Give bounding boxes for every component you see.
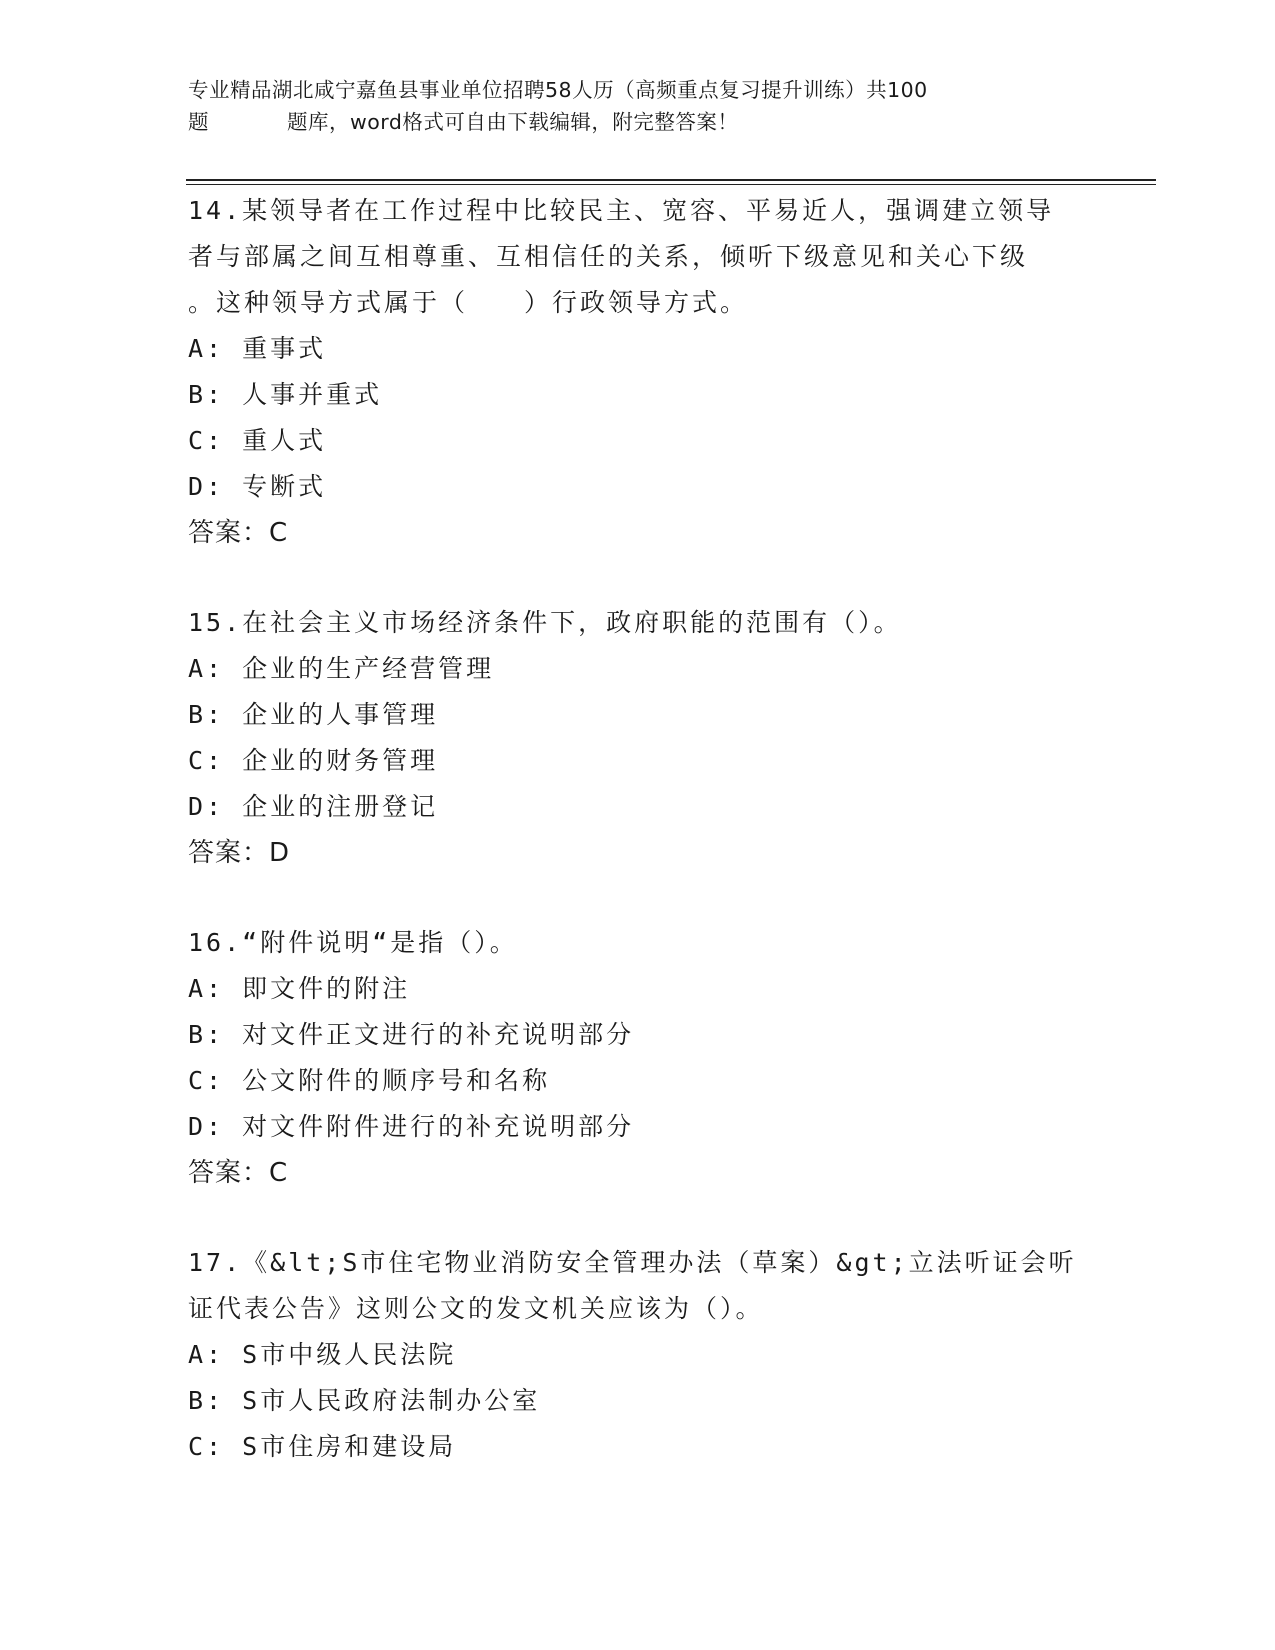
question-text-line [188,600,1088,646]
document-header [188,74,1068,138]
question-number: 15. [188,608,243,637]
header-rule-thick [186,179,1156,181]
option-d: D: 专断式 [188,472,327,501]
header-line-2-left: 题 [188,110,209,134]
question-number: 16. [188,928,243,957]
option-b: B: 对文件正文进行的补充说明部分 [188,1020,635,1049]
answer: 答案：D [188,838,291,868]
option-b: B: 人事并重式 [188,380,383,409]
question-text-line [188,920,1088,966]
option-a: A: S市中级人民法院 [188,1340,457,1369]
header-line-2 [188,106,1068,138]
option-b: B: 企业的人事管理 [188,700,439,729]
option-d: D: 对文件附件进行的补充说明部分 [188,1112,635,1141]
option-c: C: 企业的财务管理 [188,746,439,775]
header-line-1: 专业精品湖北咸宁嘉鱼县事业单位招聘58人历（高频重点复习提升训练）共100 [188,78,928,102]
option-b: B: S市人民政府法制办公室 [188,1386,541,1415]
question-14 [188,188,1088,556]
question-text-line: 。这种领导方式属于（ ）行政领导方式。 [188,288,749,317]
answer: 答案：C [188,518,289,548]
question-text: 某领导者在工作过程中比较民主、宽容、平易近人，强调建立领导 [242,196,1055,225]
question-list [188,188,1088,1470]
header-rule-thin [186,184,1156,185]
question-text-line: 证代表公告》这则公文的发文机关应该为（）。 [188,1294,764,1323]
question-17 [188,1240,1088,1470]
question-text: 《&lt;S市住宅物业消防安全管理办法（草案）&gt;立法听证会听 [242,1248,1077,1277]
question-15 [188,600,1088,876]
option-a: A: 即文件的附注 [188,974,411,1003]
option-a: A: 重事式 [188,334,327,363]
question-text: 在社会主义市场经济条件下，政府职能的范围有（）。 [242,608,902,637]
question-text: “附件说明“是指（）。 [242,928,518,957]
option-a: A: 企业的生产经营管理 [188,654,495,683]
option-c: C: 公文附件的顺序号和名称 [188,1066,551,1095]
question-text-line: 者与部属之间互相尊重、互相信任的关系，倾听下级意见和关心下级 [188,242,1029,271]
option-d: D: 企业的注册登记 [188,792,439,821]
question-text-line [188,1240,1088,1286]
question-16 [188,920,1088,1196]
question-text-line [188,188,1088,234]
answer: 答案：C [188,1158,289,1188]
header-line-2-right: 题库，word格式可自由下载编辑，附完整答案！ [287,110,739,134]
option-c: C: 重人式 [188,426,327,455]
question-number: 17. [188,1248,243,1277]
option-c: C: S市住房和建设局 [188,1432,457,1461]
question-number: 14. [188,196,243,225]
